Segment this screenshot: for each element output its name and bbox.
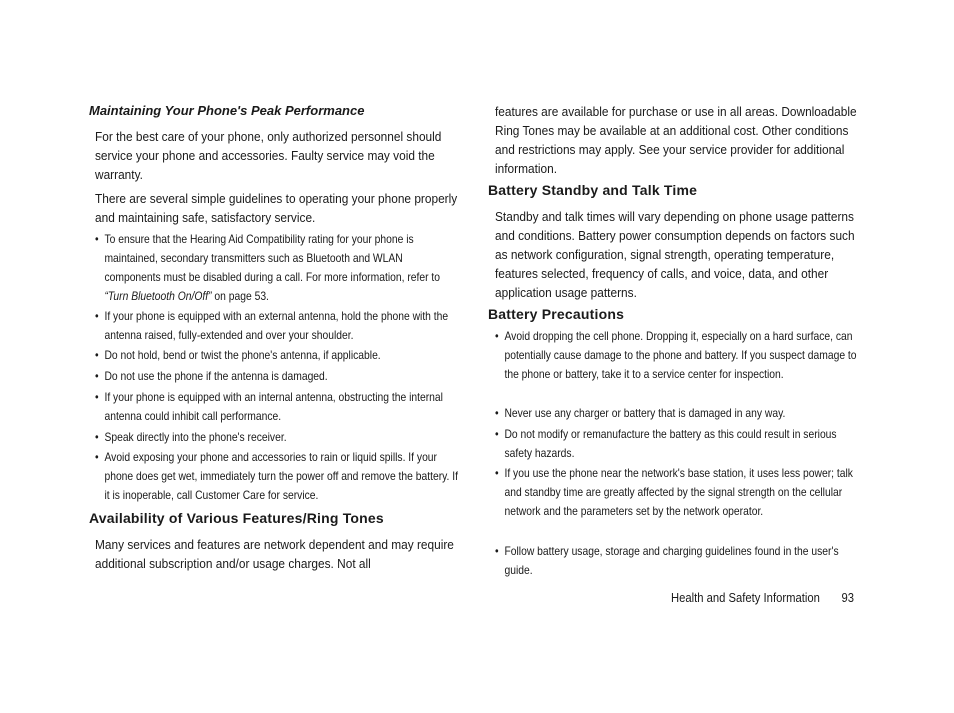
bullet-icon: • [95, 232, 99, 246]
bullet-text: Avoid dropping the cell phone. Dropping it, especially on a hard surface, can potentially cause damage to the phone and battery. If you suspect damage to the phone or battery, take it to a service center for inspection. [504, 329, 857, 381]
bullet-icon: • [495, 544, 499, 558]
bullet-text: Avoid exposing your phone and accessories to rain or liquid spills. If your phone does get wet, immediately turn the power off and remove the battery. If it is inoperable, call Customer Care for service. [104, 450, 459, 502]
bullet-icon: • [495, 427, 499, 441]
bullet-icon: • [495, 329, 499, 343]
bullet-icon: • [495, 406, 499, 420]
heading-battery-standby: Battery Standby and Talk Time [488, 182, 698, 198]
list-item [495, 327, 861, 384]
cross-reference-link[interactable]: “Turn Bluetooth On/Off” [104, 289, 212, 303]
heading-battery-precautions: Battery Precautions [488, 306, 625, 322]
bullet-icon: • [95, 348, 99, 362]
bullet-text: Do not hold, bend or twist the phone's antenna, if applicable. [104, 348, 381, 362]
peak-paragraph-2: There are several simple guidelines to operating your phone properly and maintaining safe, satisfactory service. [95, 191, 458, 225]
bullet-icon: • [495, 466, 499, 480]
bullet-text: Do not modify or remanufacture the battery as this could result in serious safety hazards. [504, 427, 837, 460]
heading-features-ring-tones: Availability of Various Features/Ring Tones [89, 510, 384, 526]
list-item [495, 404, 861, 423]
heading-peak-performance: Maintaining Your Phone's Peak Performance [89, 103, 365, 118]
bullet-text: If you use the phone near the network's base station, it uses less power; talk and standby time are greatly affected by the signal strength on the cellular network and the parameters set by the network operator. [504, 466, 853, 518]
bullet-text: Do not use the phone if the antenna is damaged. [104, 369, 328, 383]
bullet-text: Follow battery usage, storage and charging guidelines found in the user's guide. [504, 544, 839, 577]
bullet-icon: • [95, 430, 99, 444]
bullet-icon: • [95, 309, 99, 323]
list-item [495, 542, 861, 580]
list-item [495, 425, 861, 463]
page-number: 93 [841, 591, 854, 605]
features-paragraph: Many services and features are network dependent and may require additional subscription and/or usage charges. Not all [95, 537, 454, 571]
list-item [95, 367, 461, 386]
list-item [95, 428, 461, 447]
footer-section-title: Health and Safety Information [671, 591, 820, 605]
bullet-icon: • [95, 450, 99, 464]
bullet-tail: on page 53. [214, 289, 269, 303]
features-paragraph-continued: features are available for purchase or use in all areas. Downloadable Ring Tones may be available at an additional cost. Other conditions and restrictions may apply. See your service provider for additional information. [495, 104, 857, 176]
list-item [95, 388, 461, 426]
bullet-text: Never use any charger or battery that is damaged in any way. [504, 406, 786, 420]
list-item [95, 230, 461, 306]
bullet-icon: • [95, 369, 99, 383]
list-item [95, 307, 461, 345]
bullet-icon: • [95, 390, 99, 404]
standby-paragraph: Standby and talk times will vary depending on phone usage patterns and conditions. Battery power consumption depends on factors such as network configuration, signal strength, operating temperature, features selected, frequency of calls, and voice, data, and other application usage patterns. [495, 209, 855, 300]
peak-paragraph-1: For the best care of your phone, only authorized personnel should service your phone and accessories. Faulty service may void the warranty. [95, 129, 442, 182]
list-item [495, 464, 861, 521]
list-item [95, 346, 461, 365]
page-footer [671, 591, 854, 605]
list-item [95, 448, 461, 505]
bullet-text: If your phone is equipped with an internal antenna, obstructing the internal antenna could inhibit call performance. [104, 390, 443, 423]
bullet-text: To ensure that the Hearing Aid Compatibility rating for your phone is maintained, secondary transmitters such as Bluetooth and WLAN components must be disabled during a call. For more information, refer to [104, 232, 441, 284]
bullet-text: Speak directly into the phone's receiver. [104, 430, 287, 444]
bullet-text: If your phone is equipped with an external antenna, hold the phone with the antenna raised, fully-extended and over your shoulder. [104, 309, 449, 342]
